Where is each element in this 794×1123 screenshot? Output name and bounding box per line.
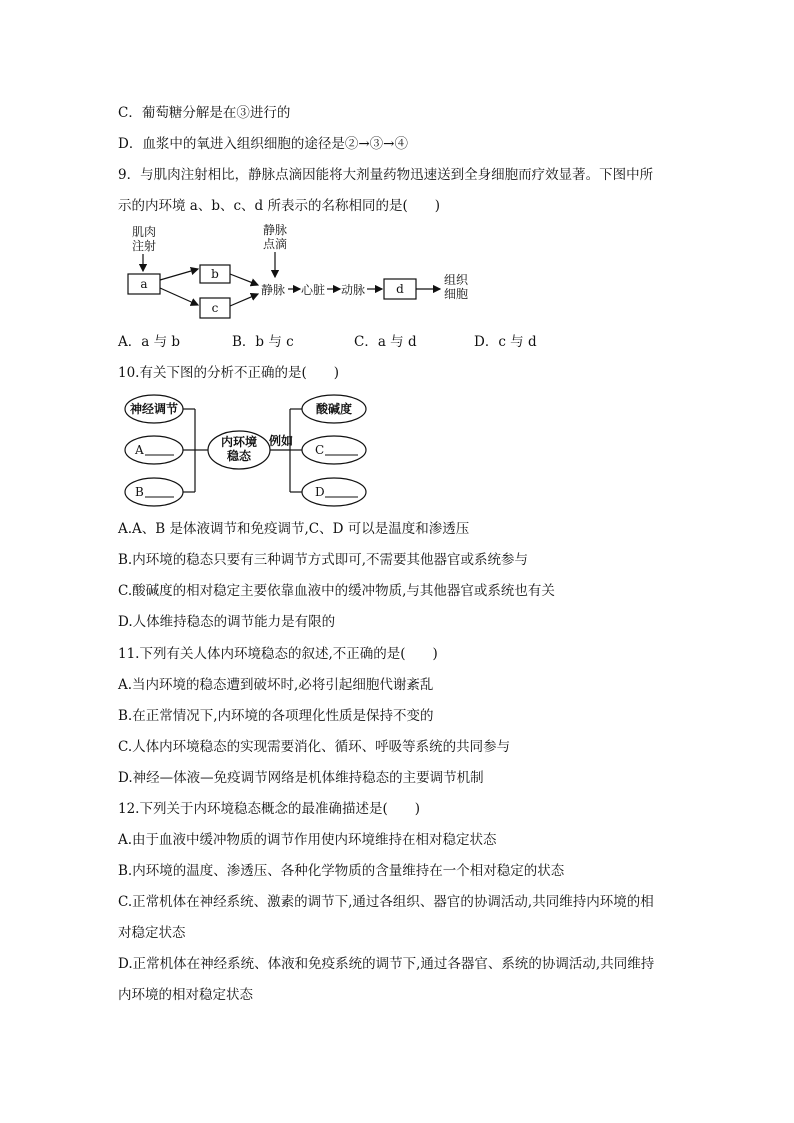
q10-ellipse-b <box>125 478 183 506</box>
q10-label-d: D <box>315 485 325 499</box>
q11-option-b: B.在正常情况下,内环境的各项理化性质是保持不变的 <box>118 708 434 724</box>
q10-ellipse-a <box>125 436 183 464</box>
q12-option-a: A.由于血液中缓冲物质的调节作用使内环境维持在相对稳定状态 <box>118 832 497 848</box>
q9-box-a-label: a <box>140 277 148 291</box>
q12-stem: 12.下列关于内环境稳态概念的最准确描述是( ) <box>118 801 421 817</box>
q10-center-label-top: 内环境 <box>220 435 258 449</box>
q12-option-c-line1: C.正常机体在神经系统、激素的调节下,通过各组织、器官的协调活动,共同维持内环境的相 <box>118 894 654 910</box>
q9-arrow-b-vein <box>230 274 258 285</box>
q10-option-b: B.内环境的稳态只要有三种调节方式即可,不需要其他器官或系统参与 <box>118 552 529 568</box>
q10-label-c: C <box>315 443 325 457</box>
q10-ellipse-c <box>302 436 366 464</box>
q9-stem-line2: 示的内环境 a、b、c、d 所表示的名称相同的是( ) <box>118 198 441 214</box>
q9-box-b-label: b <box>211 267 219 281</box>
q9-arrow-a-b <box>160 269 198 280</box>
q9-vein-label: 静脉 <box>261 283 286 297</box>
q9-box-c-label: c <box>211 301 219 315</box>
q10-acidity-label: 酸碱度 <box>315 402 353 416</box>
q9-drip-label-top: 静脉 <box>263 223 288 237</box>
q9-injection-label-top: 肌肉 <box>132 225 157 239</box>
q9-injection-label-bottom: 注射 <box>132 239 157 253</box>
q12-option-b: B.内环境的温度、渗透压、各种化学物质的含量维持在一个相对稳定的状态 <box>118 863 565 879</box>
q9-heart-label: 心脏 <box>301 283 326 297</box>
q9-option-a: A．a 与 b <box>118 334 181 350</box>
q10-option-d: D.人体维持稳态的调节能力是有限的 <box>118 614 336 630</box>
q12-option-d-line2: 内环境的相对稳定状态 <box>118 987 253 1003</box>
q12-option-c-line2: 对稳定状态 <box>118 925 186 941</box>
q10-option-c: C.酸碱度的相对稳定主要依靠血液中的缓冲物质,与其他器官或系统也有关 <box>118 583 555 599</box>
q10-center-label-bottom: 稳态 <box>226 449 252 463</box>
q9-arrow-a-c <box>160 288 198 305</box>
q9-tissue-label-top: 组织 <box>444 273 469 287</box>
q10-label-a: A <box>135 443 144 457</box>
q9-tissue-label-bottom: 细胞 <box>444 287 469 301</box>
q9-drip-label-bottom: 点滴 <box>263 237 288 251</box>
q8-option-c: C．葡萄糖分解是在③进行的 <box>118 105 291 121</box>
q9-option-d: D．c 与 d <box>474 334 537 350</box>
q11-option-d: D.神经—体液—免疫调节网络是机体维持稳态的主要调节机制 <box>118 770 484 786</box>
q9-option-b: B．b 与 c <box>232 334 294 350</box>
q9-box-d-label: d <box>396 282 404 296</box>
q12-option-d-line1: D.正常机体在神经系统、体液和免疫系统的调节下,通过各器官、系统的协调活动,共同维持 <box>118 956 655 972</box>
q8-option-d: D．血浆中的氧进入组织细胞的途径是②→③→④ <box>118 136 408 152</box>
q9-artery-label: 动脉 <box>341 283 366 297</box>
q10-example-label: 例如 <box>269 434 294 448</box>
q9-stem-line1: 9．与肌肉注射相比，静脉点滴因能将大剂量药物迅速送到全身细胞而疗效显著。下图中所 <box>118 167 654 183</box>
q11-option-a: A.当内环境的稳态遭到破坏时,必将引起细胞代谢紊乱 <box>118 677 434 693</box>
q11-option-c: C.人体内环境稳态的实现需要消化、循环、呼吸等系统的共同参与 <box>118 739 511 755</box>
q10-diagram <box>118 392 388 510</box>
q9-diagram <box>118 222 488 322</box>
q10-ellipse-d <box>302 478 366 506</box>
q10-stem: 10.有关下图的分析不正确的是( ) <box>118 365 340 381</box>
q10-neural-label: 神经调节 <box>129 402 179 416</box>
q10-label-b: B <box>135 485 144 499</box>
q11-stem: 11.下列有关人体内环境稳态的叙述,不正确的是( ) <box>118 646 438 662</box>
q10-option-a: A.A、B 是体液调节和免疫调节,C、D 可以是温度和渗透压 <box>118 521 470 537</box>
q9-option-c: C．a 与 d <box>354 334 417 350</box>
q9-arrow-c-vein <box>230 294 258 306</box>
